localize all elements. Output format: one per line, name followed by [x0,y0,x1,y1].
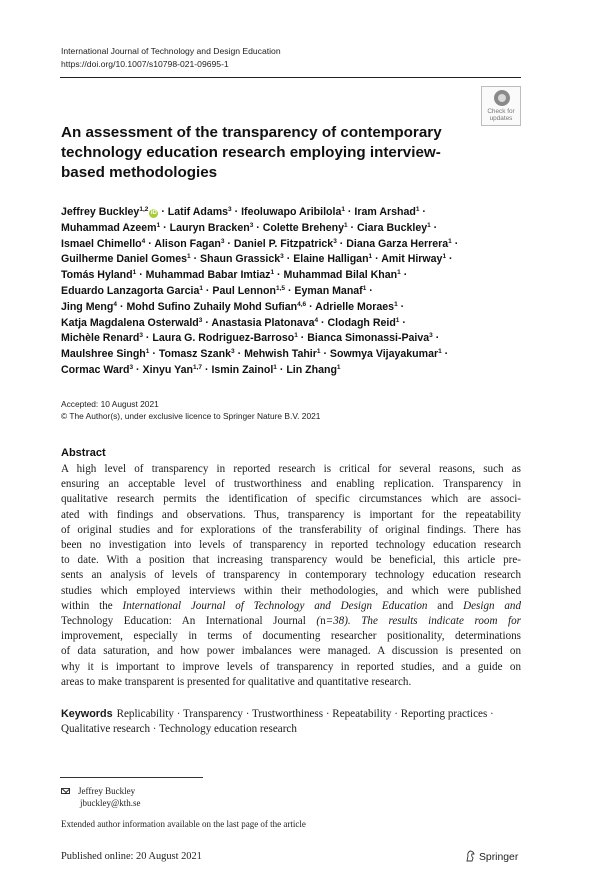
header-rule [60,77,521,78]
author-affiliation: 1,5 [275,284,285,292]
author-name[interactable]: Alison Fagan [154,237,221,250]
author-name[interactable]: Jing Meng [61,300,114,313]
author-affiliation: 1 [442,253,447,261]
author-name[interactable]: Diana Garza Herrera [346,237,449,250]
author-line: Tomás Hyland$^1$ · Muhammad Babar Imtiaz$^1$ · Muhammad Bilal Khan$^1$ · [61,269,408,282]
author-line: Cormac Ward$^3$ · Xinyu Yan$^{1,7}$ · Ismin Zainol$^1$ · Lin Zhang$^1$ [61,363,341,376]
article-dates [61,398,320,422]
author-affiliation: 3 [280,253,284,261]
published-date: Published online: 20 August 2021 [61,851,202,862]
author-name[interactable]: Latif Adams [167,206,229,218]
author-name[interactable]: Elaine Halligan [293,253,369,266]
abstract-line: of original studies and for explorations of the transferability of original findings. There has [61,523,521,536]
corresponding-author [61,785,141,809]
author-name[interactable]: Muhammad Bilal Khan [283,269,398,282]
extended-info-note: Extended author information available on the last page of the article [61,819,306,829]
author-affiliation: 4 [141,237,146,245]
publisher-name: Springer [479,852,519,863]
author-name[interactable]: Anastasia Platonava [211,316,315,329]
author-name[interactable]: Sowmya Vijayakumar [329,348,439,361]
author-line: Maulshree Singh$^1$ · Tomasz Szank$^3$ · Mehwish Tahir$^1$ · Sowmya Vijayakumar$^1$ · [61,348,449,361]
author-name[interactable]: Jeffrey Buckley [61,206,140,218]
footnote-rule [60,777,203,778]
author-name[interactable]: Tomás Hyland [61,269,133,282]
author-line: Jeffrey Buckley$^{1,2}$ iD · Latif Adams$^3$ · Ifeoluwapo Aribilola$^1$ · Iram Arshad$^1$ · [61,206,426,218]
author-affiliation: 1 [395,316,400,324]
author-name[interactable]: Muhammad Azeem [61,221,157,234]
author-name[interactable]: Shaun Grassick [200,253,281,266]
author-affiliation: 4 [113,300,118,308]
author-affiliation: 1,2 [139,206,149,213]
article-title: An assessment of the transparency of contemporary technology education research employing interview-based methodologies [61,124,442,181]
corresponding-email[interactable]: jbuckley@kth.se [80,798,141,808]
author-affiliation: 1 [187,253,191,261]
journal-name: International Journal of Technology and Design Education [61,46,281,56]
abstract-line: of data saturation, and how power imbalances were managed. A discussion is presented on [61,645,521,658]
envelope-icon [61,788,70,794]
keywords [61,707,521,737]
author-name[interactable]: Bianca Simonassi-Paiva [307,332,430,345]
abstract-line: Technology Education: An International Journal (n=38). The results indicate room for [61,615,521,628]
author-affiliation: 1 [438,348,442,356]
author-affiliation: 3 [333,237,337,245]
abstract-heading: Abstract [61,447,106,459]
publisher-logo [464,850,518,864]
keywords-list: Replicability · Transparency · Trustworthiness · Repeatability · Reporting practices · Qualitative research · Technology education research [61,708,494,736]
author-affiliation: 3 [249,221,254,229]
author-name[interactable]: Mehwish Tahir [244,348,317,361]
author-affiliation: 1 [362,284,367,292]
author-affiliation: 1 [270,269,275,277]
author-name[interactable]: Laura G. Rodriguez-Barroso [152,332,295,345]
author-name[interactable]: Ismael Chimello [61,237,142,250]
copyright-line: © The Author(s), under exclusive licence to Springer Nature B.V. 2021 [61,411,321,421]
check-for-updates-badge[interactable] [481,86,521,126]
author-line: Jing Meng$^4$ · Mohd Sufino Zuhaily Mohd Sufian$^{4,6}$ · Adrielle Moraes$^1$ · [61,300,405,313]
author-name[interactable]: Ifeoluwapo Aribilola [241,206,342,218]
author-name[interactable]: Michèle Renard [61,332,140,345]
author-affiliation: 1 [448,237,452,245]
author-name[interactable]: Colette Breheny [262,221,344,234]
author-affiliation: 1 [199,284,203,292]
author-affiliation: 3 [139,332,143,340]
author-affiliation: 1 [427,221,431,229]
check-for-updates-label: Check for updates [487,108,515,122]
author-line: Eduardo Lanzagorta Garcia$^1$ · Paul Lennon$^{1,5}$ · Eyman Manaf$^1$ · [61,284,373,297]
author-name[interactable]: Ciara Buckley [357,221,428,234]
author-name[interactable]: Paul Lennon [212,284,276,297]
abstract-line: areas to make transparent is presented for qualitative and quantitative research. [61,675,412,688]
author-affiliation: 3 [231,348,235,356]
abstract-line: ensuring an acceptable level of trustworthiness and enabling replication. Transparency in [61,478,521,491]
author-affiliation: 1 [132,269,137,277]
author-name[interactable]: Guilherme Daniel Gomes [61,253,187,266]
author-name[interactable]: Katja Magdalena Osterwald [61,316,199,329]
author-name[interactable]: Muhammad Babar Imtiaz [145,269,271,282]
author-line: Guilherme Daniel Gomes$^1$ · Shaun Grassick$^3$ · Elaine Halligan$^1$ · Amit Hirway$^1$ · [61,253,453,266]
author-affiliation: 1 [316,348,321,356]
author-affiliation: 3 [198,316,203,324]
author-name[interactable]: Tomasz Szank [158,348,232,361]
abstract-line: studies which employed interviews within their methodologies, and which were published [61,584,521,597]
author-affiliation: 1 [415,206,420,213]
abstract-line: improvement, especially in terms of documenting researcher positionality, determinations [61,630,521,643]
abstract-line: A high level of transparency in reported research is critical for several reasons, such as [61,463,521,475]
author-affiliation: 1 [397,269,401,277]
abstract-line: why it is important to improve levels of transparency in reported studies, and a guide on [61,660,521,673]
author-name[interactable]: Iram Arshad [354,206,416,218]
keywords-label: Keywords [61,708,113,720]
author-affiliation: 1 [394,300,398,308]
author-line: Ismael Chimello$^4$ · Alison Fagan$^3$ · Daniel P. Fitzpatrick$^3$ · Diana Garza Herrera$^1$ · [61,237,459,250]
journal-header [61,45,281,71]
author-affiliation: 1 [336,363,341,371]
abstract-line: ated with findings and observations. Thus, transparency is important for the repeatability [61,508,521,521]
author-affiliation: 3 [228,206,232,213]
abstract-line: been no investigation into levels of transparency in reported technology education research [61,539,521,552]
author-name[interactable]: Lauryn Bracken [169,221,250,234]
author-affiliation: 1 [156,221,161,229]
author-line: Michèle Renard$^3$ · Laura G. Rodriguez-Barroso$^1$ · Bianca Simonassi-Paiva$^3$ · [61,332,440,345]
author-name[interactable]: Xinyu Yan [142,363,193,376]
author-name[interactable]: Amit Hirway [381,253,443,266]
author-name[interactable]: Cormac Ward [61,363,130,376]
author-affiliation: 1 [294,332,298,340]
abstract-line: within the International Journal of Technology and Design Education and Design and [61,599,522,612]
author-name[interactable]: Lin Zhang [286,363,337,376]
author-affiliation: 4,6 [297,300,307,308]
author-affiliation: 3 [429,332,433,340]
abstract-line: to date. With a position that increasing transparency would be beneficial, this article pre- [61,554,521,567]
orcid-icon[interactable]: iD [150,210,157,216]
author-affiliation: 1 [341,206,345,213]
doi-link[interactable]: https://doi.org/10.1007/s10798-021-09695-1 [61,59,229,69]
author-name[interactable]: Eduardo Lanzagorta Garcia [61,284,200,297]
author-name[interactable]: Ismin Zainol [211,363,274,376]
author-name[interactable]: Mohd Sufino Zuhaily Mohd Sufian [126,300,298,313]
author-name[interactable]: Clodagh Reid [327,316,396,329]
author-name[interactable]: Eyman Manaf [294,284,363,297]
corresponding-name: Jeffrey Buckley [78,786,136,796]
author-affiliation: 1,7 [192,363,203,371]
abstract-text [61,462,521,690]
abstract-line: qualitative research permits the identification of specific circumstances which are associ- [61,493,521,506]
check-for-updates-icon [494,90,510,106]
springer-horse-icon [464,850,476,862]
author-affiliation: 3 [220,237,225,245]
author-line: Katja Magdalena Osterwald$^3$ · Anastasia Platonava$^4$ · Clodagh Reid$^1$ · [61,316,406,329]
accepted-date: Accepted: 10 August 2021 [61,399,159,409]
author-name[interactable]: Maulshree Singh [61,348,146,361]
author-name[interactable]: Adrielle Moraes [315,300,395,313]
author-affiliation: 4 [314,316,319,324]
author-affiliation: 3 [129,363,134,371]
author-affiliation: 1 [273,363,277,371]
author-line: Muhammad Azeem$^1$ · Lauryn Bracken$^3$ · Colette Breheny$^1$ · Ciara Buckley$^1$ · [61,221,438,234]
author-affiliation: 1 [368,253,373,261]
author-list [61,205,521,379]
abstract-line: sents an analysis of levels of transparency in contemporary technology education research [61,569,521,582]
author-name[interactable]: Daniel P. Fitzpatrick [233,237,334,250]
author-affiliation: 1 [343,221,348,229]
author-affiliation: 1 [145,348,150,356]
